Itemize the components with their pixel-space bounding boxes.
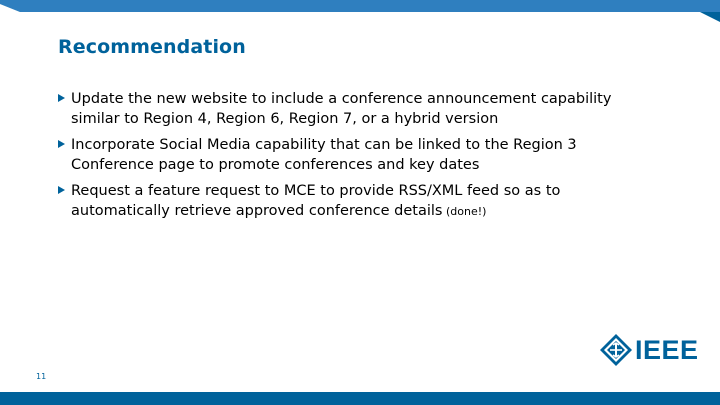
bullet-note: (done!) <box>442 205 487 218</box>
bottom-footer-band <box>0 392 720 405</box>
bullet-item <box>58 181 658 222</box>
bullet-text: Request a feature request to MCE to provide RSS/XML feed so as to automatically retrieve approved conference details <box>71 183 561 219</box>
triangle-bullet-icon <box>58 140 65 148</box>
bullet-list <box>58 89 658 228</box>
page-number: 11 <box>36 372 47 381</box>
bullet-item <box>58 135 658 175</box>
triangle-bullet-icon <box>58 186 65 194</box>
triangle-bullet-icon <box>58 94 65 102</box>
bullet-text: Incorporate Social Media capability that can be linked to the Region 3 Conference page to promote conferences and key dates <box>71 137 577 173</box>
top-header-band <box>0 0 720 22</box>
logo-text: IEEE <box>635 335 699 365</box>
slide-title: Recommendation <box>58 36 246 58</box>
bullet-text: Update the new website to include a conference announcement capability similar to Region 4, Region 6, Region 7, or a hybrid version <box>71 91 612 127</box>
ieee-diamond-logo-icon <box>599 333 633 367</box>
ieee-logo <box>599 333 699 367</box>
bullet-item <box>58 89 658 129</box>
